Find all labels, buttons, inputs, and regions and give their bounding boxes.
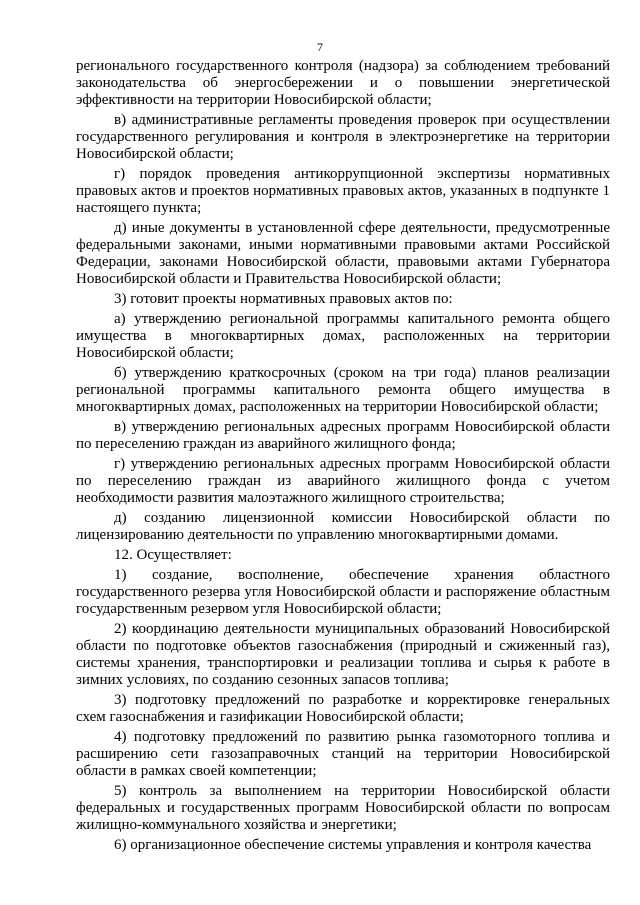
page-number: 7 bbox=[317, 40, 323, 54]
paragraph: в) административные регламенты проведения проверок при осуществлении государственного регулирования и контроля в электроэнергетике на территории Новосибирской области; bbox=[76, 112, 610, 162]
paragraph: 3) готовит проекты нормативных правовых актов по: bbox=[114, 291, 453, 307]
paragraph: г) порядок проведения антикоррупционной экспертизы нормативных правовых актов и проектов нормативных правовых актов, указанных в подпункте 1 настоящего пункта; bbox=[76, 166, 610, 216]
paragraph: а) утверждению региональной программы капитального ремонта общего имущества в многоквартирных домах, расположенных на территории Новосибирской области; bbox=[76, 311, 610, 361]
paragraph: д) созданию лицензионной комиссии Новосибирской области по лицензированию деятельности по управлению многоквартирными домами. bbox=[76, 510, 610, 543]
paragraph: б) утверждению краткосрочных (сроком на три года) планов реализации региональной программы капитального ремонта общего имущества в многоквартирных домах, расположенных на территории Новосибирской области; bbox=[76, 365, 610, 415]
document-body bbox=[76, 58, 610, 857]
paragraph: регионального государственного контроля (надзора) за соблюдением требований законодательства об энергосбережении и о повышении энергетической эффективности на территории Новосибирской области; bbox=[76, 58, 610, 108]
paragraph: 4) подготовку предложений по развитию рынка газомоторного топлива и расширению сети газозаправочных станций на территории Новосибирской области в рамках своей компетенции; bbox=[76, 729, 610, 779]
paragraph: в) утверждению региональных адресных программ Новосибирской области по переселению граждан из аварийного жилищного фонда; bbox=[76, 419, 610, 452]
paragraph: 2) координацию деятельности муниципальных образований Новосибирской области по подготовке объектов газоснабжения (природный и сжиженный газ), системы хранения, транспортировки и реализации топлива и сырья к работе в зимних условиях, по созданию сезонных запасов топлива; bbox=[76, 621, 610, 688]
paragraph: д) иные документы в установленной сфере деятельности, предусмотренные федеральными законами, иными нормативными правовыми актами Российской Федерации, законами Новосибирской области, правовыми актами Губернатора Новосибирской области и Правительства Новосибирской области; bbox=[76, 220, 610, 287]
paragraph: г) утверждению региональных адресных программ Новосибирской области по переселению граждан из аварийного жилищного фонда с учетом необходимости развития малоэтажного жилищного строительства; bbox=[76, 456, 610, 506]
paragraph: 1) создание, восполнение, обеспечение хранения областного государственного резерва угля Новосибирской области и распоряжение областным государственным резервом угля Новосибирской области; bbox=[76, 567, 610, 617]
paragraph: 3) подготовку предложений по разработке и корректировке генеральных схем газоснабжения и газификации Новосибирской области; bbox=[76, 692, 610, 725]
paragraph: 6) организационное обеспечение системы управления и контроля качества bbox=[114, 837, 592, 853]
paragraph: 12. Осуществляет: bbox=[114, 547, 232, 563]
paragraph: 5) контроль за выполнением на территории Новосибирской области федеральных и государственных программ Новосибирской области по вопросам жилищно-коммунального хозяйства и энергетики; bbox=[76, 783, 610, 833]
